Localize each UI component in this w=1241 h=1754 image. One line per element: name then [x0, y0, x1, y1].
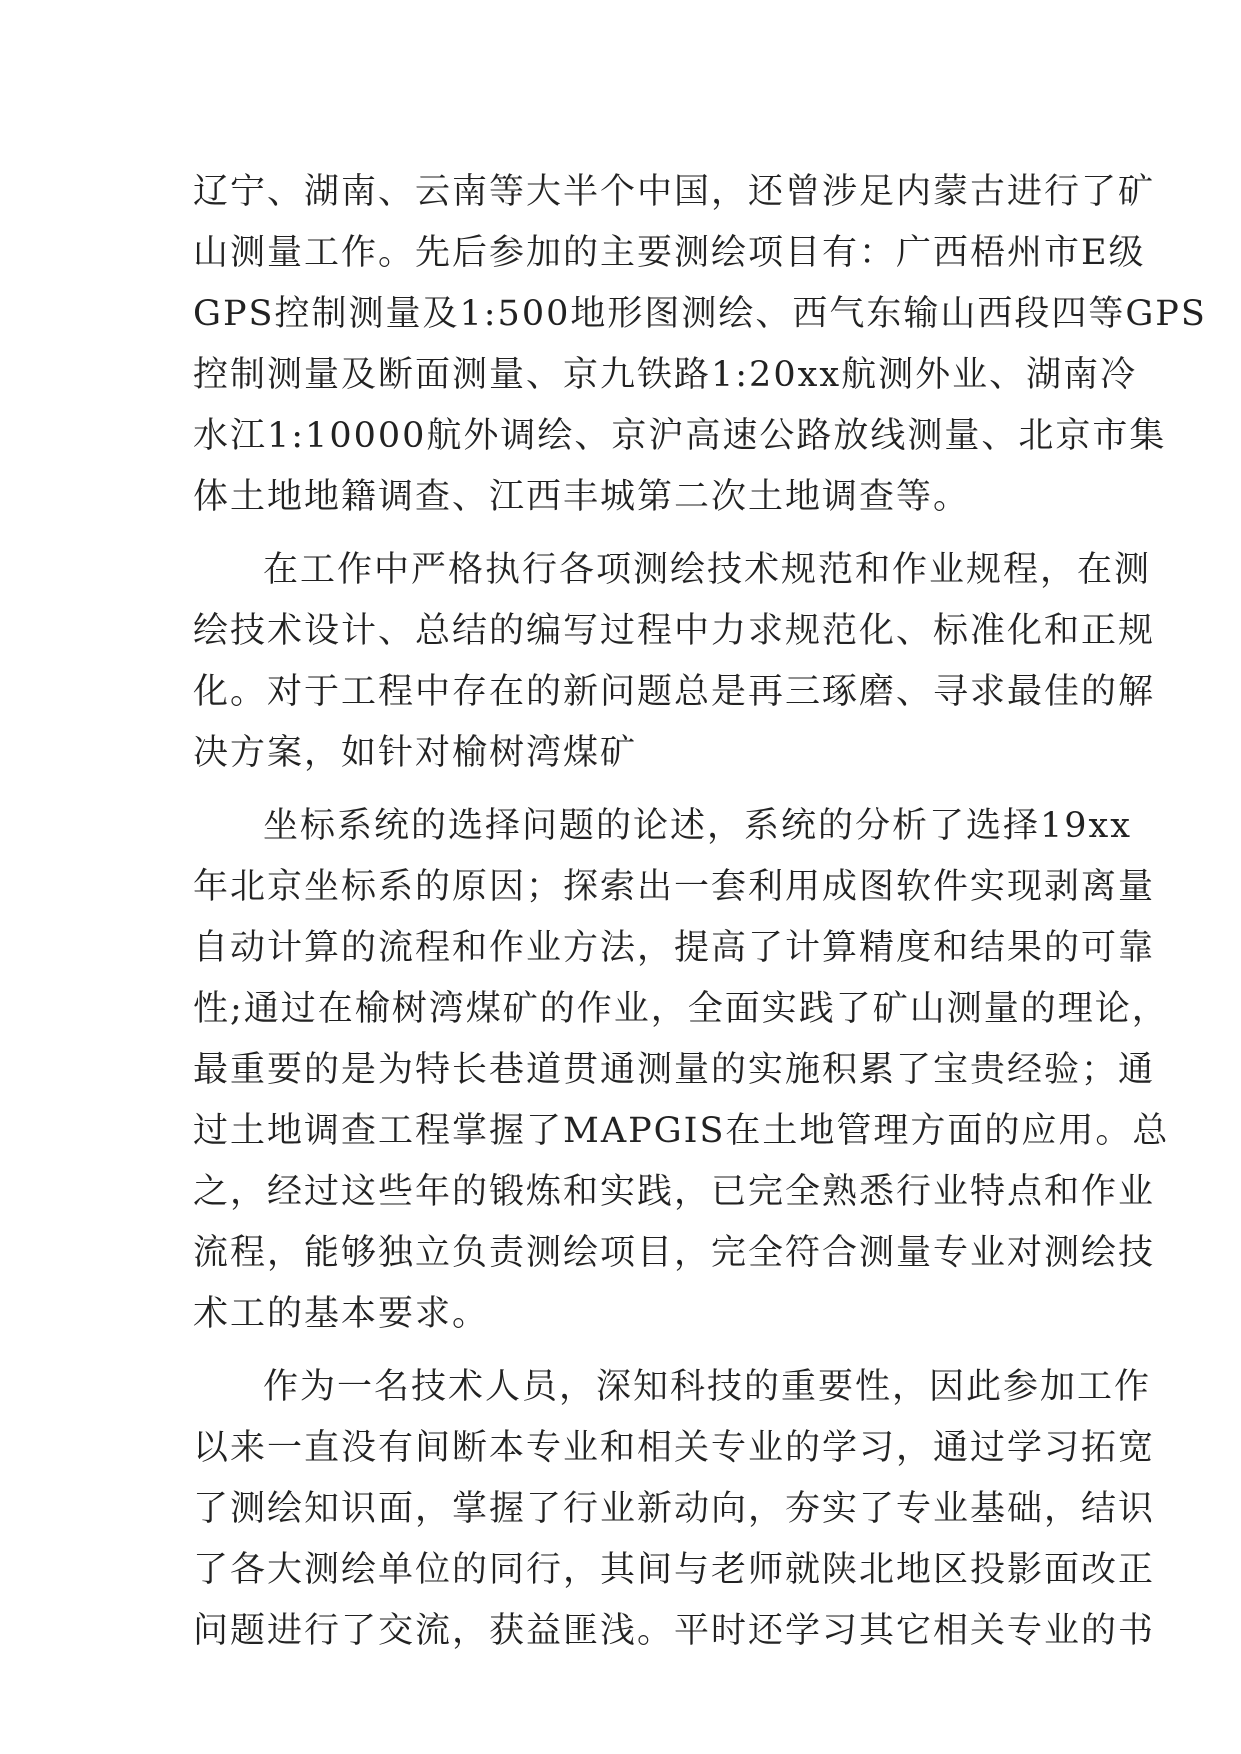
text-line: 作为一名技术人员，深知科技的重要性，因此参加工作: [263, 1367, 1152, 1407]
text-line: 以来一直没有间断本专业和相关专业的学习，通过学习拓宽: [193, 1428, 1156, 1468]
text-line: 辽宁、湖南、云南等大半个中国，还曾涉足内蒙古进行了矿: [193, 172, 1156, 212]
paragraph-4: [193, 1357, 1156, 1662]
text-line: 了测绘知识面，掌握了行业新动向，夯实了专业基础，结识: [193, 1489, 1156, 1529]
text-line: 体土地地籍调查、江西丰城第二次土地调查等。: [193, 477, 971, 517]
text-line: 坐标系统的选择问题的论述，系统的分析了选择19xx: [263, 806, 1133, 846]
paragraph-2: [193, 540, 1156, 784]
text-line: 年北京坐标系的原因；探索出一套利用成图软件实现剥离量: [193, 867, 1156, 907]
text-line: 最重要的是为特长巷道贯通测量的实施积累了宝贵经验；通: [193, 1050, 1156, 1090]
text-line: 术工的基本要求。: [193, 1294, 490, 1334]
text-line: 性;通过在榆树湾煤矿的作业，全面实践了矿山测量的理论，: [193, 989, 1169, 1029]
text-line: 化。对于工程中存在的新问题总是再三琢磨、寻求最佳的解: [193, 672, 1156, 712]
text-line: 流程，能够独立负责测绘项目，完全符合测量专业对测绘技: [193, 1233, 1156, 1273]
text-line: 了各大测绘单位的同行，其间与老师就陕北地区投影面改正: [193, 1550, 1156, 1590]
document-body: [193, 162, 1207, 1662]
text-line: 绘技术设计、总结的编写过程中力求规范化、标准化和正规: [193, 611, 1156, 651]
paragraph-1: [193, 162, 1207, 528]
text-line: 在工作中严格执行各项测绘技术规范和作业规程，在测: [263, 550, 1152, 590]
text-line: 水江1:10000航外调绘、京沪高速公路放线测量、北京市集: [193, 416, 1167, 456]
text-line: 山测量工作。先后参加的主要测绘项目有：广西梧州市E级: [193, 233, 1146, 273]
text-line: 问题进行了交流，获益匪浅。平时还学习其它相关专业的书: [193, 1611, 1156, 1651]
text-line: 自动计算的流程和作业方法，提高了计算精度和结果的可靠: [193, 928, 1156, 968]
paragraph-3: [193, 796, 1170, 1345]
text-line: 决方案，如针对榆树湾煤矿: [193, 733, 638, 773]
text-line: GPS控制测量及1:500地形图测绘、西气东输山西段四等GPS: [193, 294, 1207, 334]
text-line: 过土地调查工程掌握了MAPGIS在土地管理方面的应用。总: [193, 1111, 1170, 1151]
text-line: 之，经过这些年的锻炼和实践，已完全熟悉行业特点和作业: [193, 1172, 1156, 1212]
text-line: 控制测量及断面测量、京九铁路1:20xx航测外业、湖南冷: [193, 355, 1138, 395]
